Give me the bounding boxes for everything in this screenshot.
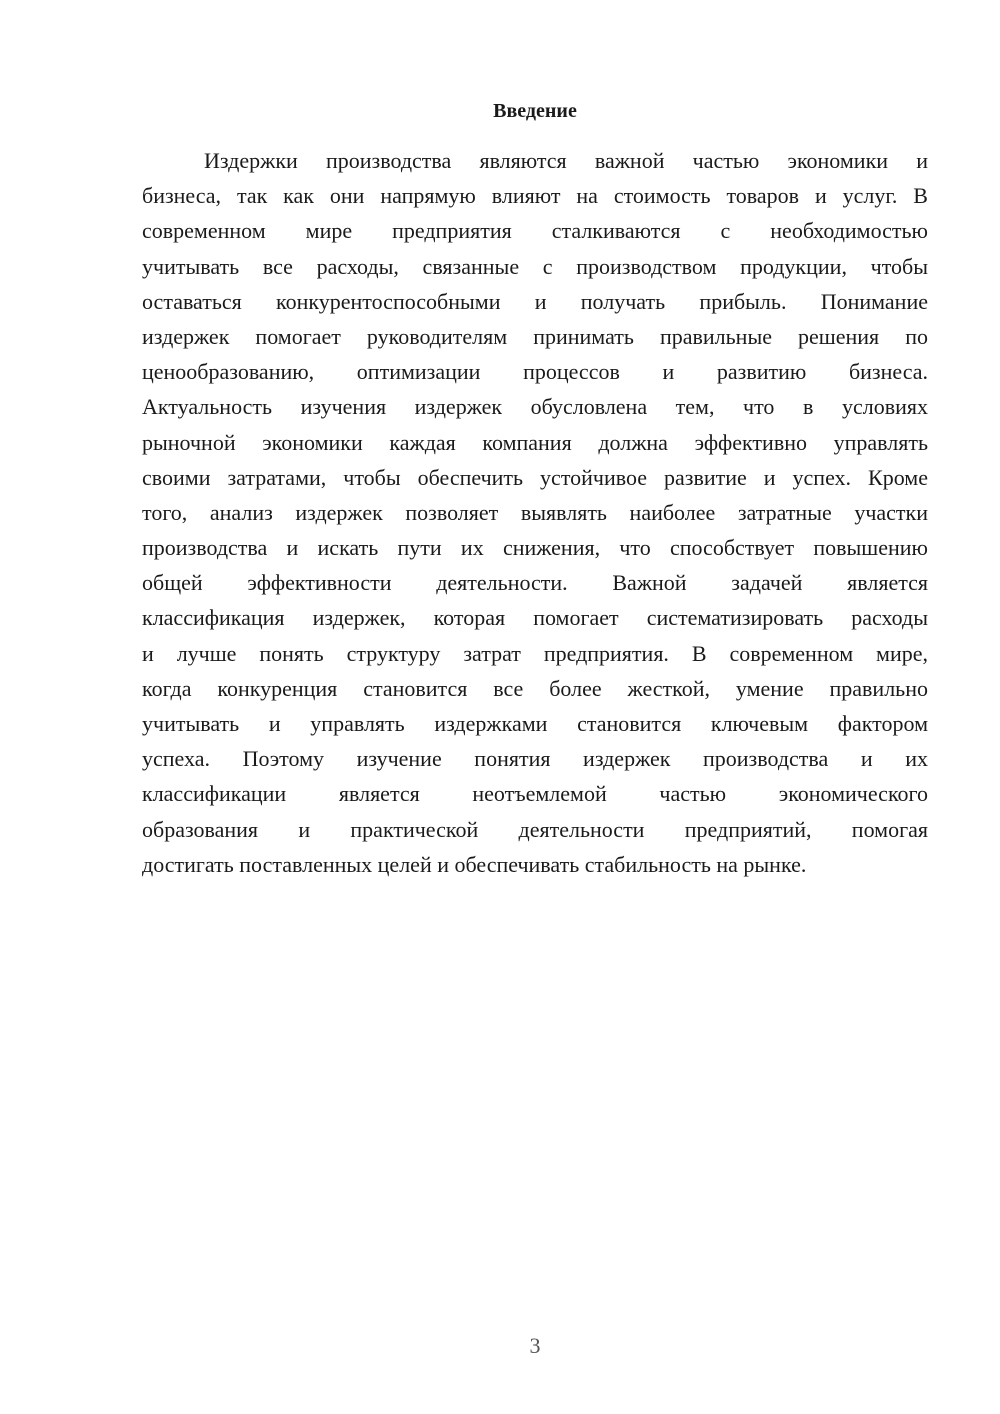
paragraph-line: издержек помогает руководителям принимать правильные решения по <box>142 323 928 349</box>
paragraph-line: учитывать все расходы, связанные с производством продукции, чтобы <box>142 253 928 279</box>
paragraph-line: ценообразованию, оптимизации процессов и развитию бизнеса. <box>142 359 928 385</box>
paragraph-line: оставаться конкурентоспособными и получать прибыль. Понимание <box>142 288 928 314</box>
paragraph-line: Актуальность изучения издержек обусловлена тем, что в условиях <box>142 394 928 420</box>
paragraph-line: успеха. Поэтому изучение понятия издержек производства и их <box>142 746 928 772</box>
paragraph-line: своими затратами, чтобы обеспечить устойчивое развитие и успех. Кроме <box>142 464 928 490</box>
paragraph-line: и лучше понять структуру затрат предприятия. В современном мире, <box>142 640 928 666</box>
paragraph-line: когда конкуренция становится все более жесткой, умение правильно <box>142 675 928 701</box>
paragraph-line: рыночной экономики каждая компания должна эффективно управлять <box>142 429 928 455</box>
paragraph-line: производства и искать пути их снижения, что способствует повышению <box>142 535 928 561</box>
paragraph-line: учитывать и управлять издержками становится ключевым фактором <box>142 711 928 736</box>
paragraph-line: Издержки производства являются важной частью экономики и <box>204 148 928 173</box>
paragraph-line: образования и практической деятельности предприятий, помогая <box>142 816 928 842</box>
paragraph-line: классификации является неотъемлемой частью экономического <box>142 781 928 807</box>
paragraph-line: того, анализ издержек позволяет выявлять наиболее затратные участки <box>142 499 928 525</box>
body-paragraph <box>142 143 928 882</box>
paragraph-line: классификация издержек, которая помогает систематизировать расходы <box>142 605 928 631</box>
paragraph-line: достигать поставленных целей и обеспечивать стабильность на рынке. <box>142 851 807 877</box>
section-heading: Введение <box>493 100 577 122</box>
paragraph-line: современном мире предприятия сталкиваются с необходимостью <box>142 218 928 244</box>
paragraph-line: бизнеса, так как они напрямую влияют на стоимость товаров и услуг. В <box>142 183 928 209</box>
paragraph-line: общей эффективности деятельности. Важной задачей является <box>142 570 928 596</box>
page-number: 3 <box>529 1333 541 1358</box>
